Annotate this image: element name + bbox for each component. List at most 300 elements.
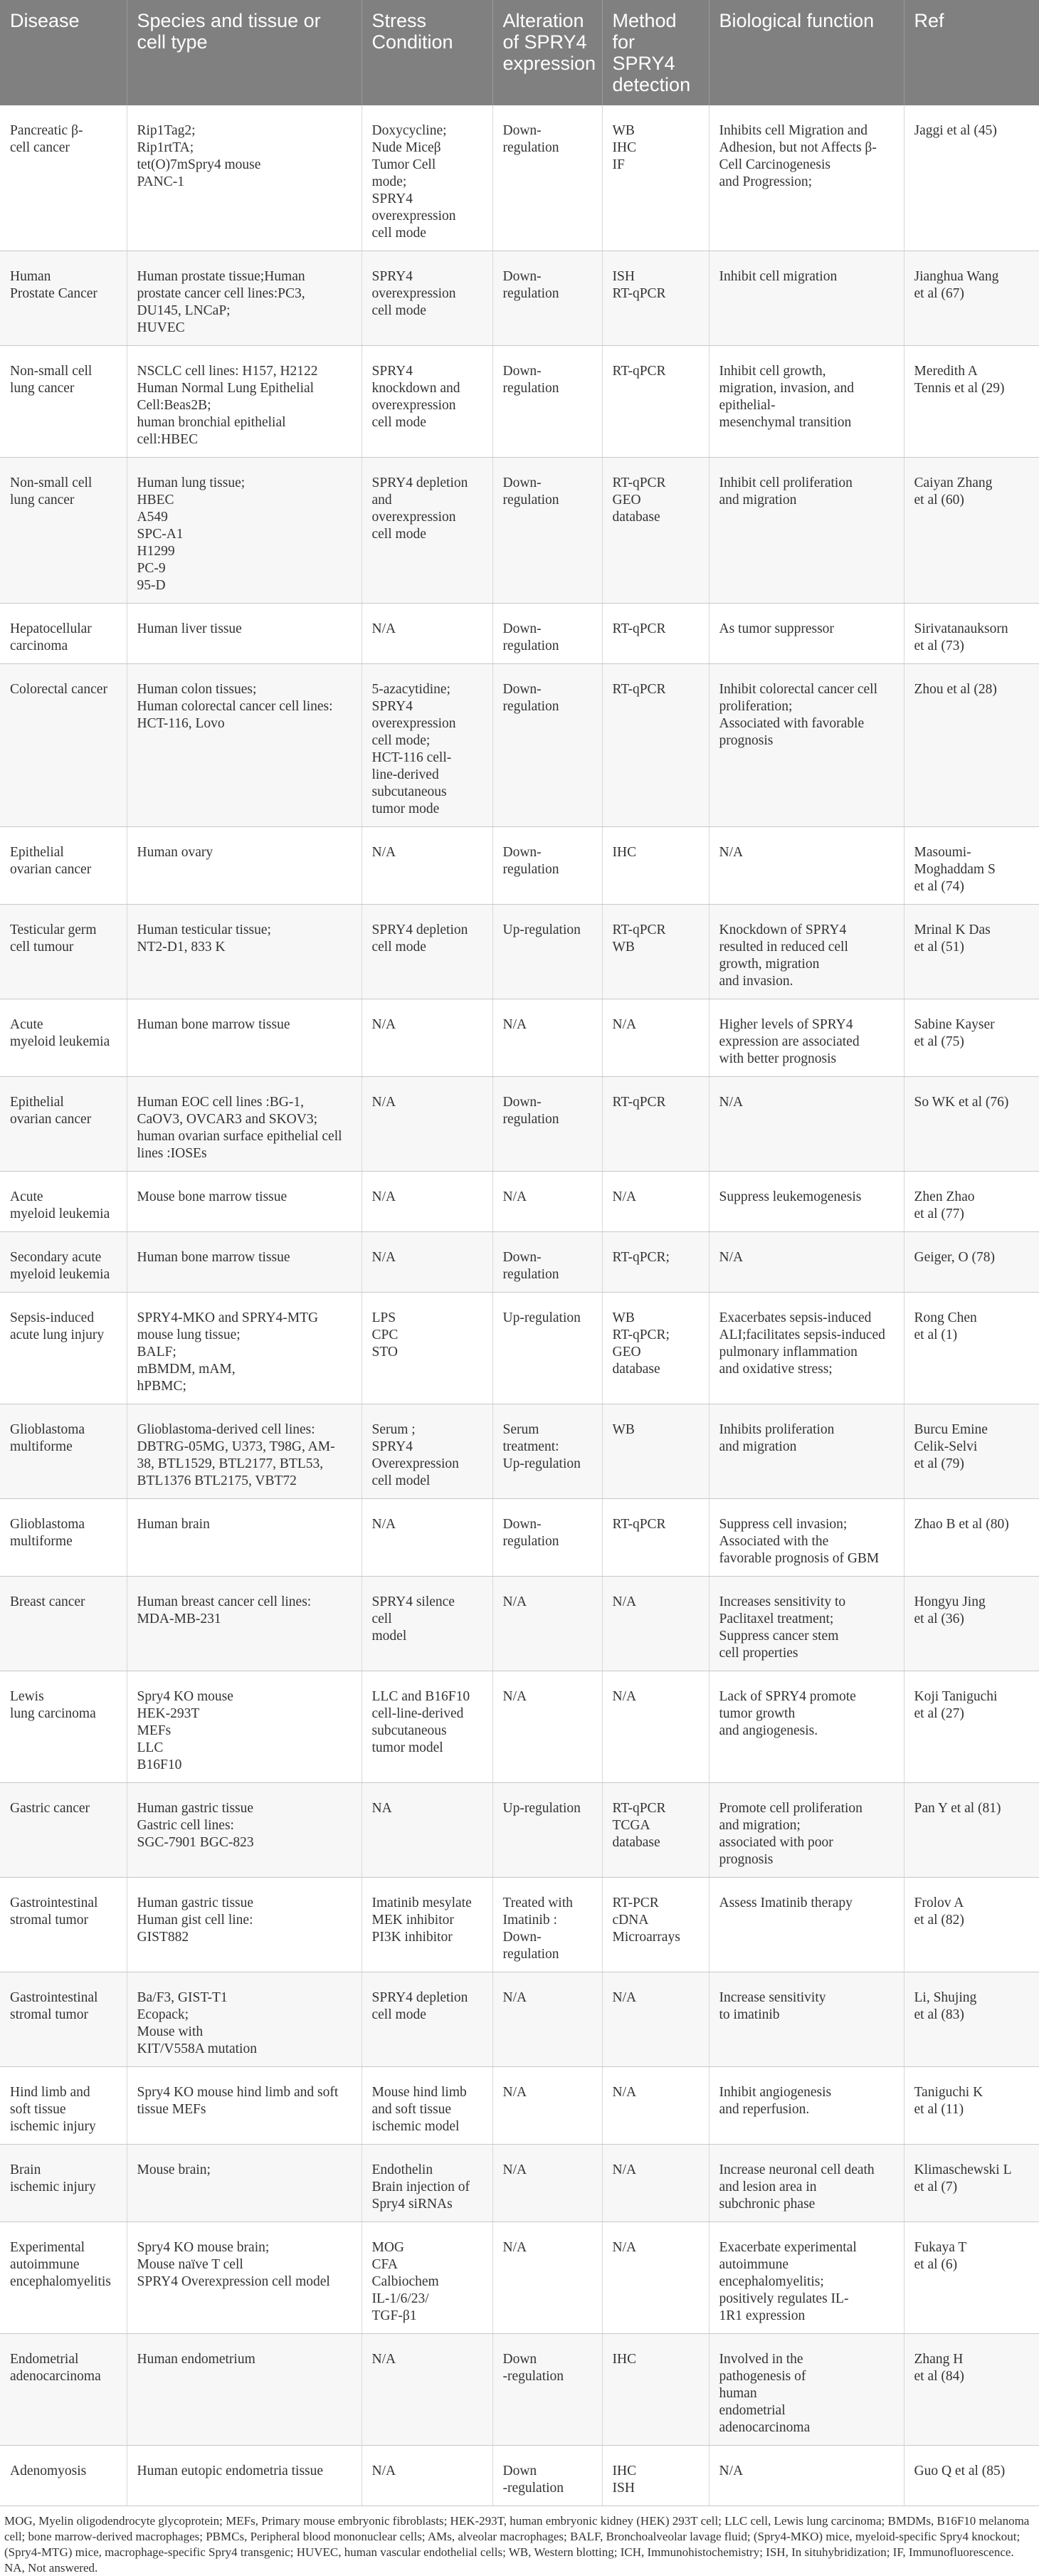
cell-text: Mouse bone marrow tissue <box>137 1189 288 1204</box>
cell-text: Adenomyosis <box>10 2464 87 2478</box>
cell-function <box>709 2334 904 2446</box>
cell-stress <box>362 1878 492 1972</box>
cell-text: multiforme <box>10 1439 73 1454</box>
cell-text: Mouse brain; <box>137 2162 211 2177</box>
cell-text: Treated with <box>502 1896 573 1910</box>
cell-text: Calbiochem <box>371 2274 439 2289</box>
cell-species <box>127 604 362 664</box>
cell-text: Human <box>10 269 51 284</box>
cell-text: with better prognosis <box>719 1051 837 1066</box>
cell-text: Up-regulation <box>502 1456 581 1471</box>
cell-text: Microarrays <box>612 1930 680 1945</box>
cell-stress <box>362 1172 492 1232</box>
table-row <box>0 1172 1039 1232</box>
cell-text: CFA <box>371 2257 398 2272</box>
cell-text: Human prostate tissue;Human <box>137 269 305 284</box>
cell-text: et al (6) <box>914 2257 958 2272</box>
cell-text: Tennis et al (29) <box>914 381 1005 396</box>
cell-text: et al (60) <box>914 493 964 508</box>
cell-text: Rip1Tag2; <box>137 123 196 138</box>
cell-text: Gastrointestinal <box>10 1896 98 1910</box>
cell-ref <box>904 2446 1039 2506</box>
cell-text: mBMDM, mAM, <box>137 1362 236 1377</box>
cell-species <box>127 905 362 999</box>
cell-method <box>602 2334 709 2446</box>
cell-text: Human Normal Lung Epithelial <box>137 381 315 396</box>
cell-function <box>709 2145 904 2222</box>
cell-text: et al (74) <box>914 879 964 894</box>
cell-text: Doxycycline; <box>371 123 447 138</box>
cell-species <box>127 251 362 346</box>
cell-stress <box>362 1499 492 1577</box>
cell-text: to imatinib <box>719 2007 780 2022</box>
cell-disease <box>0 346 127 458</box>
table-row <box>0 2446 1039 2506</box>
cell-text: N/A <box>371 2464 396 2478</box>
cell-text: cell properties <box>719 1646 798 1661</box>
cell-alteration <box>492 105 602 251</box>
cell-text: Human liver tissue <box>137 621 242 636</box>
cell-ref <box>904 105 1039 251</box>
cell-text: Caiyan Zhang <box>914 475 993 490</box>
cell-text: SPRY4 <box>371 364 413 379</box>
cell-text: acute lung injury <box>10 1328 105 1342</box>
cell-text: carcinoma <box>10 638 68 653</box>
cell-text: Exacerbate experimental <box>719 2240 857 2255</box>
cell-text: treatment: <box>502 1439 559 1454</box>
cell-text: Meredith A <box>914 364 978 379</box>
cell-text: Down- <box>502 1095 542 1110</box>
cell-disease <box>0 2446 127 2506</box>
cell-text: Lewis <box>10 1689 44 1704</box>
cell-text: N/A <box>719 2464 744 2478</box>
cell-text: cell mode <box>371 940 426 955</box>
cell-text: Adhesion, but not Affects β- <box>719 140 877 155</box>
cell-text: RT-qPCR <box>612 1095 666 1110</box>
cell-method <box>602 999 709 1077</box>
cell-text: Serum <box>502 1422 539 1437</box>
cell-text: cell mode <box>371 415 426 430</box>
table-row <box>0 827 1039 905</box>
cell-text: regulation <box>502 1947 559 1962</box>
cell-text: cell-line-derived <box>371 1706 464 1721</box>
table-row <box>0 604 1039 664</box>
cell-text: adenocarcinoma <box>719 2420 811 2435</box>
cell-text: cell <box>371 1612 392 1626</box>
cell-text: Down- <box>502 682 542 697</box>
cell-text: Cell Carcinogenesis <box>719 157 831 172</box>
cell-text: Zhao B et al (80) <box>914 1517 1009 1532</box>
cell-text: RT-qPCR; <box>612 1328 670 1342</box>
cell-disease <box>0 604 127 664</box>
cell-text: LPS <box>371 1310 396 1325</box>
cell-text: Mouse with <box>137 2024 204 2039</box>
cell-disease <box>0 664 127 827</box>
cell-text: N/A <box>371 1250 396 1265</box>
cell-species <box>127 1671 362 1783</box>
cell-text: ischemic injury <box>10 2180 96 2194</box>
cell-ref <box>904 1783 1039 1878</box>
cell-function <box>709 346 904 458</box>
cell-method <box>602 1077 709 1172</box>
cell-ref <box>904 1232 1039 1293</box>
cell-text: Endometrial <box>10 2352 79 2367</box>
cell-species <box>127 1232 362 1293</box>
cell-alteration <box>492 1577 602 1671</box>
cell-text: Human breast cancer cell lines: <box>137 1594 312 1609</box>
cell-text: stromal tumor <box>10 1913 88 1928</box>
cell-text: et al (51) <box>914 940 964 955</box>
cell-text: MEFs <box>137 1723 172 1738</box>
cell-ref <box>904 1077 1039 1172</box>
cell-text: lung cancer <box>10 381 75 396</box>
cell-text: Human bone marrow tissue <box>137 1250 290 1265</box>
cell-text: Li, Shujing <box>914 1990 977 2005</box>
cell-text: Frolov A <box>914 1896 964 1910</box>
cell-method <box>602 1499 709 1577</box>
cell-text: GEO <box>612 1345 641 1360</box>
cell-text: migration, invasion, and <box>719 381 855 396</box>
cell-text: Breast cancer <box>10 1594 85 1609</box>
cell-text: et al (36) <box>914 1612 964 1626</box>
cell-text: WB <box>612 123 635 138</box>
cell-text: IHC <box>612 140 637 155</box>
cell-text: Mouse naïve T cell <box>137 2257 243 2272</box>
table-footnote: MOG, Myelin oligodendrocyte glycoprotein; MEFs, Primary mouse embryonic fibroblasts; HEK-293T, human embryonic kidney (HEK) 293T cell; LLC cell, Lewis lung carcinoma; BMDMs, B16F10 melanoma cell; bone marrow-derived macrophages; PBMCs, Peripheral blood mononuclear cells; AMs, alveolar macrophages; BALF, Bronchoalveolar lavage fluid; (Spry4-MKO) mice, myeloid-specific Spry4 knockout; (Spry4-MTG) mice, macrophage-specific Spry4 transgenic; HUVEC, human vascular endothelial cells; WB, Western blotting; ICH, Immunohistochemistry; ISH, In situhybridization; IF, Immunofluorescence. NA, Not answered. <box>4 2514 1030 2575</box>
cell-alteration <box>492 2446 602 2506</box>
cell-text: TGF-β1 <box>371 2308 417 2323</box>
cell-text: -regulation <box>502 2369 564 2384</box>
cell-alteration <box>492 604 602 664</box>
cell-text: soft tissue <box>10 2102 66 2117</box>
cell-text: N/A <box>502 2162 527 2177</box>
cell-species <box>127 1172 362 1232</box>
cell-text: Human endometrium <box>137 2352 255 2367</box>
cell-text: RT-qPCR <box>612 364 666 379</box>
cell-text: overexpression <box>371 209 456 224</box>
cell-species <box>127 105 362 251</box>
cell-method <box>602 458 709 604</box>
cell-function <box>709 827 904 905</box>
cell-species <box>127 2145 362 2222</box>
cell-text: Down <box>502 2464 537 2478</box>
cell-text: overexpression <box>371 398 456 413</box>
cell-text: Koji Taniguchi <box>914 1689 998 1704</box>
cell-alteration <box>492 1972 602 2067</box>
cell-alteration <box>492 346 602 458</box>
cell-disease <box>0 1671 127 1783</box>
cell-text: cDNA <box>612 1913 649 1928</box>
cell-species <box>127 1404 362 1499</box>
cell-disease <box>0 1783 127 1878</box>
cell-text: Increase sensitivity <box>719 1990 826 2005</box>
cell-alteration <box>492 1878 602 1972</box>
cell-text: proliferation; <box>719 699 793 714</box>
table-row <box>0 2334 1039 2446</box>
cell-text: Epithelial <box>10 1095 64 1110</box>
cell-text: ischemic injury <box>10 2119 96 2134</box>
cell-text: et al (11) <box>914 2102 964 2117</box>
cell-text: H1299 <box>137 544 175 559</box>
cell-text: et al (82) <box>914 1913 964 1928</box>
cell-text: prognosis <box>719 1852 774 1867</box>
cell-alteration <box>492 2067 602 2145</box>
cell-species <box>127 1499 362 1577</box>
cell-text: Human EOC cell lines :BG-1, <box>137 1095 305 1110</box>
cell-text: et al (75) <box>914 1034 964 1049</box>
cell-disease <box>0 458 127 604</box>
cell-stress <box>362 458 492 604</box>
cell-text: Human ovary <box>137 845 213 860</box>
table-row <box>0 2222 1039 2334</box>
cell-disease <box>0 1972 127 2067</box>
cell-text: RT-qPCR; <box>612 1250 670 1265</box>
cell-text: HUVEC <box>137 320 185 335</box>
cell-disease <box>0 1077 127 1172</box>
cell-text: Down- <box>502 1517 542 1532</box>
cell-text: Higher levels of SPRY4 <box>719 1017 853 1032</box>
cell-text: and reperfusion. <box>719 2102 810 2117</box>
cell-text: Burcu Emine <box>914 1422 988 1437</box>
cell-text: ischemic model <box>371 2119 460 2134</box>
cell-method <box>602 2446 709 2506</box>
cell-text: lines :IOSEs <box>137 1146 207 1161</box>
cell-text: Secondary acute <box>10 1250 102 1265</box>
cell-species <box>127 2222 362 2334</box>
cell-text: and oxidative stress; <box>719 1362 833 1377</box>
cell-text: RT-qPCR <box>612 1517 666 1532</box>
cell-text: Nude Miceβ <box>371 140 441 155</box>
cell-text: N/A <box>371 621 396 636</box>
cell-disease <box>0 2145 127 2222</box>
cell-alteration <box>492 1232 602 1293</box>
cell-text: model <box>371 1629 407 1644</box>
cell-text: prognosis <box>719 733 774 748</box>
cell-method <box>602 1232 709 1293</box>
cell-text: N/A <box>612 1017 637 1032</box>
cell-text: N/A <box>371 1517 396 1532</box>
cell-method <box>602 251 709 346</box>
cell-species <box>127 1077 362 1172</box>
cell-text: 38, BTL1529, BTL2177, BTL53, <box>137 1456 324 1471</box>
cell-text: cell tumour <box>10 940 74 955</box>
cell-method <box>602 1671 709 1783</box>
cell-text: associated with poor <box>719 1835 833 1850</box>
cell-function <box>709 604 904 664</box>
cell-text: N/A <box>719 845 744 860</box>
cell-text: Prostate Cancer <box>10 286 97 301</box>
cell-text: DU145, LNCaP; <box>137 303 231 318</box>
cell-text: Hind limb and <box>10 2085 90 2100</box>
cell-text: regulation <box>502 381 559 396</box>
cell-text: cell mode; <box>371 733 431 748</box>
cell-text: N/A <box>612 2085 637 2100</box>
table-row <box>0 2145 1039 2222</box>
cell-text: SPRY4 silence <box>371 1594 455 1609</box>
cell-text: Experimental <box>10 2240 85 2255</box>
cell-text: Sepsis-induced <box>10 1310 95 1325</box>
cell-function <box>709 664 904 827</box>
cell-function <box>709 1878 904 1972</box>
cell-function <box>709 1499 904 1577</box>
cell-ref <box>904 251 1039 346</box>
cell-text: favorable prognosis of GBM <box>719 1551 880 1566</box>
cell-text: RT-qPCR <box>612 1801 666 1816</box>
cell-text: Acute <box>10 1017 43 1032</box>
cell-function <box>709 1972 904 2067</box>
cell-alteration <box>492 999 602 1077</box>
cell-text: endometrial <box>719 2403 786 2418</box>
cell-text: et al (73) <box>914 638 964 653</box>
cell-text: and <box>371 493 392 508</box>
cell-text: HCT-116, Lovo <box>137 716 225 731</box>
cell-alteration <box>492 1671 602 1783</box>
cell-text: Up-regulation <box>502 1801 581 1816</box>
cell-text: expression are associated <box>719 1034 860 1049</box>
cell-text: regulation <box>502 1267 559 1282</box>
cell-text: KIT/V558A mutation <box>137 2041 257 2056</box>
cell-stress <box>362 346 492 458</box>
cell-text: prostate cancer cell lines:PC3, <box>137 286 305 301</box>
cell-text: SPRY4 <box>371 699 413 714</box>
cell-text: BALF; <box>137 1345 176 1360</box>
cell-text: ISH <box>612 269 635 284</box>
cell-text: SPRY4 <box>371 1439 413 1454</box>
cell-text: IHC <box>612 2464 637 2478</box>
table-row <box>0 1671 1039 1783</box>
cell-text: Spry4 KO mouse <box>137 1689 233 1704</box>
cell-text: NA <box>371 1801 392 1816</box>
cell-alteration <box>492 458 602 604</box>
cell-text: Rip1rtTA; <box>137 140 194 155</box>
cell-text: tumor model <box>371 1740 443 1755</box>
cell-text: GIST882 <box>137 1930 189 1945</box>
cell-text: RT-qPCR <box>612 475 666 490</box>
cell-text: tumor growth <box>719 1706 796 1721</box>
cell-function <box>709 2222 904 2334</box>
cell-ref <box>904 905 1039 999</box>
cell-text: Endothelin <box>371 2162 433 2177</box>
cell-method <box>602 1172 709 1232</box>
cell-text: MOG <box>371 2240 405 2255</box>
cell-species <box>127 2334 362 2446</box>
cell-species <box>127 1783 362 1878</box>
cell-method <box>602 1293 709 1404</box>
cell-disease <box>0 1232 127 1293</box>
cell-function <box>709 1404 904 1499</box>
cell-text: overexpression <box>371 716 456 731</box>
cell-stress <box>362 1577 492 1671</box>
cell-species <box>127 1293 362 1404</box>
cell-text: Ecopack; <box>137 2007 189 2022</box>
cell-disease <box>0 2222 127 2334</box>
table-row <box>0 999 1039 1077</box>
cell-stress <box>362 604 492 664</box>
cell-text: Pancreatic β- <box>10 123 83 138</box>
cell-text: STO <box>371 1345 398 1360</box>
cell-text: Human eutopic endometria tissue <box>137 2464 324 2478</box>
cell-ref <box>904 1577 1039 1671</box>
cell-text: HEK-293T <box>137 1706 200 1721</box>
cell-text: adenocarcinoma <box>10 2369 101 2384</box>
cell-disease <box>0 251 127 346</box>
header-function: Biological function <box>709 0 904 105</box>
cell-text: autoimmune <box>10 2257 80 2272</box>
cell-function <box>709 105 904 251</box>
cell-text: overexpression <box>371 286 456 301</box>
cell-text: B16F10 <box>137 1757 182 1772</box>
cell-method <box>602 1972 709 2067</box>
cell-function <box>709 905 904 999</box>
cell-text: regulation <box>502 699 559 714</box>
cell-text: RT-qPCR <box>612 922 666 937</box>
cell-text: myeloid leukemia <box>10 1267 110 1282</box>
cell-text: Cell:Beas2B; <box>137 398 211 413</box>
cell-text: cell mode <box>371 527 426 542</box>
table-row <box>0 1577 1039 1671</box>
cell-text: Paclitaxel treatment; <box>719 1612 834 1626</box>
cell-text: N/A <box>502 1594 527 1609</box>
cell-ref <box>904 664 1039 827</box>
cell-text: cell mode <box>371 2007 426 2022</box>
cell-ref <box>904 2145 1039 2222</box>
cell-text: database <box>612 1835 660 1850</box>
cell-text: myeloid leukemia <box>10 1034 110 1049</box>
cell-text: Zhang H <box>914 2352 964 2367</box>
cell-text: Down- <box>502 123 542 138</box>
table-row <box>0 105 1039 251</box>
cell-text: human ovarian surface epithelial cell <box>137 1129 342 1144</box>
cell-text: 5-azacytidine; <box>371 682 450 697</box>
cell-ref <box>904 604 1039 664</box>
cell-stress <box>362 251 492 346</box>
cell-function <box>709 458 904 604</box>
cell-text: and soft tissue <box>371 2102 452 2117</box>
cell-text: N/A <box>502 1990 527 2005</box>
table-row <box>0 251 1039 346</box>
cell-stress <box>362 105 492 251</box>
cell-text: regulation <box>502 638 559 653</box>
cell-text: multiforme <box>10 1534 73 1549</box>
cell-text: cell:HBEC <box>137 432 199 447</box>
cell-text: stromal tumor <box>10 2007 88 2022</box>
cell-function <box>709 1232 904 1293</box>
cell-text: Acute <box>10 1189 43 1204</box>
cell-text: Zhou et al (28) <box>914 682 997 697</box>
cell-text: mesenchymal transition <box>719 415 852 430</box>
cell-text: SPC-A1 <box>137 527 184 542</box>
cell-text: GEO <box>612 493 641 508</box>
cell-species <box>127 827 362 905</box>
cell-text: Increase neuronal cell death <box>719 2162 875 2177</box>
cell-text: positively regulates IL- <box>719 2291 849 2306</box>
cell-text: 95-D <box>137 578 166 593</box>
cell-text: RT-qPCR <box>612 286 666 301</box>
cell-text: cell mode <box>371 303 426 318</box>
cell-text: Sabine Kayser <box>914 1017 995 1032</box>
cell-text: Zhen Zhao <box>914 1189 975 1204</box>
cell-ref <box>904 346 1039 458</box>
cell-text: N/A <box>719 1095 744 1110</box>
cell-text: Hepatocellular <box>10 621 92 636</box>
cell-text: Inhibit angiogenesis <box>719 2085 832 2100</box>
cell-text: cell mode <box>371 226 426 241</box>
cell-ref <box>904 999 1039 1077</box>
cell-text: N/A <box>612 2162 637 2177</box>
cell-text: regulation <box>502 286 559 301</box>
cell-text: N/A <box>612 1594 637 1609</box>
cell-text: N/A <box>502 1189 527 1204</box>
